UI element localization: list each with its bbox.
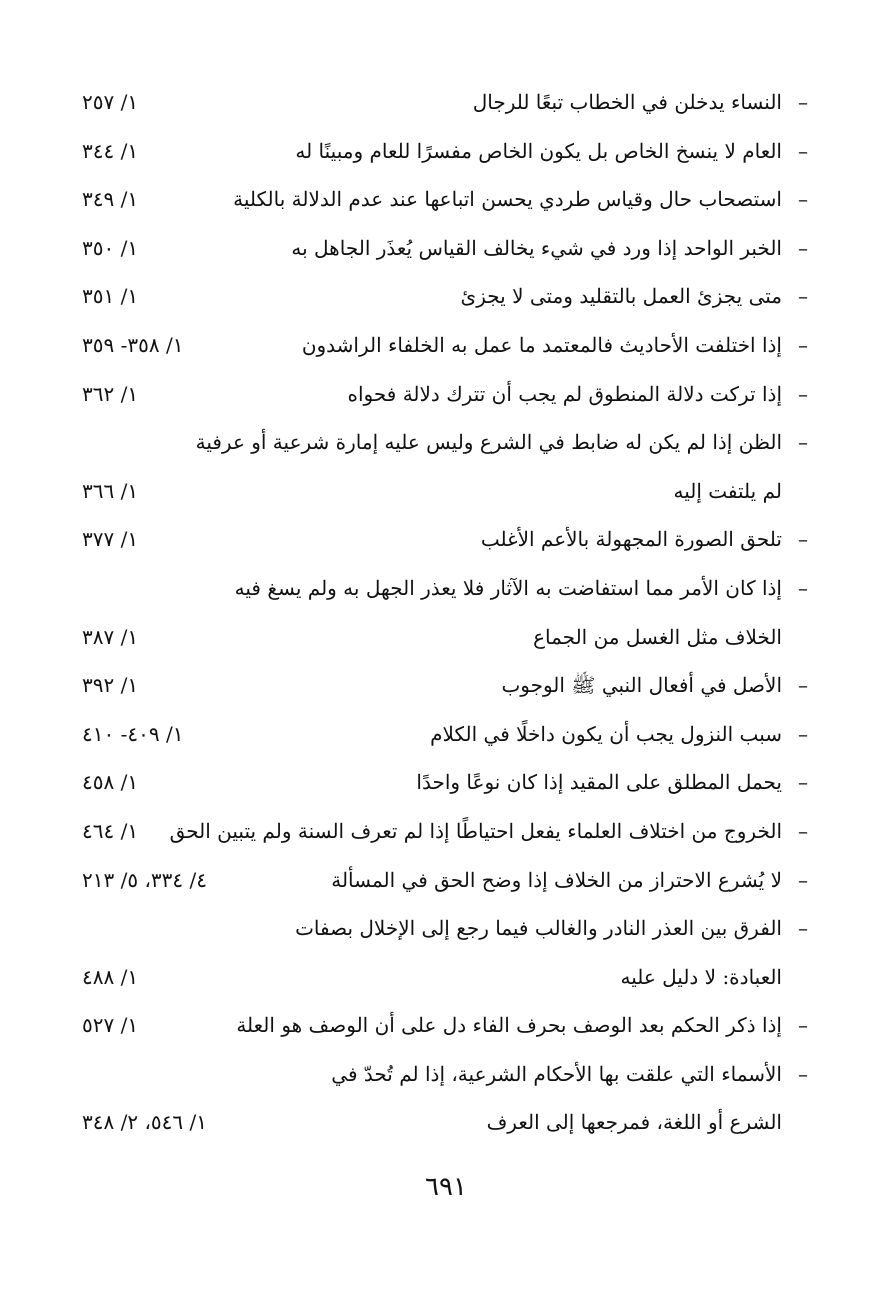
entry-text: إذا تركت دلالة المنطوق لم يجب أن تترك دلالة فحواه <box>347 381 782 406</box>
entry-page-reference: ١/ ٥٤٦، ٢/ ٣٤٨ <box>82 1110 207 1135</box>
entry-bullet-dash: – <box>798 575 808 600</box>
index-entry <box>82 953 808 1002</box>
index-entry <box>82 807 808 856</box>
entry-text: لا يُشرع الاحتراز من الخلاف إذا وضح الحق في المسألة <box>331 867 782 892</box>
index-entry <box>82 78 808 127</box>
entry-bullet-dash: – <box>798 818 808 843</box>
entry-text: العبادة: لا دليل عليه <box>620 964 782 989</box>
entry-page-reference: ١/ ٣٤٩ <box>82 187 139 212</box>
entry-bullet-dash: – <box>798 867 808 892</box>
entry-page-reference: ١/ ٤٦٤ <box>82 818 139 843</box>
index-entry <box>82 467 808 516</box>
index-entry <box>82 321 808 370</box>
index-entry <box>82 418 808 467</box>
entry-text: الفرق بين العذر النادر والغالب فيما رجع إلى الإخلال بصفات <box>295 916 782 941</box>
entry-text: إذا كان الأمر مما استفاضت به الآثار فلا يعذر الجهل به ولم يسغ فيه <box>234 575 782 600</box>
entry-page-reference: ١/ ٤٥٨ <box>82 770 139 795</box>
entry-page-reference: ١/ ٣٤٤ <box>82 138 139 163</box>
index-entry <box>82 1001 808 1050</box>
entry-text: النساء يدخلن في الخطاب تبعًا للرجال <box>472 90 782 114</box>
entry-text: الخلاف مثل الغسل من الجماع <box>533 624 782 649</box>
entry-bullet-dash: – <box>798 187 808 212</box>
index-entry <box>82 904 808 953</box>
entry-bullet-dash: – <box>798 1061 808 1086</box>
entry-text: الشرع أو اللغة، فمرجعها إلى العرف <box>486 1110 782 1135</box>
entry-bullet-dash: – <box>798 284 808 309</box>
entry-bullet-dash: – <box>798 916 808 941</box>
page-number: ٦٩١ <box>425 1172 467 1202</box>
entry-text: الأصل في أفعال النبي ﷺ الوجوب <box>501 673 782 698</box>
entry-page-reference: ١/ ٢٥٧ <box>82 90 139 114</box>
entry-text: تلحق الصورة المجهولة بالأعم الأغلب <box>480 527 782 552</box>
entry-page-reference: ١/ ٣٦٦ <box>82 478 139 503</box>
entry-page-reference: ١/ ٣٨٧ <box>82 624 139 649</box>
entry-bullet-dash: – <box>798 235 808 260</box>
entry-text: الظن إذا لم يكن له ضابط في الشرع وليس عليه إمارة شرعية أو عرفية <box>195 430 782 455</box>
index-entry <box>82 1098 808 1147</box>
entry-page-reference: ٤/ ٣٣٤، ٥/ ٢١٣ <box>82 867 207 892</box>
entry-text: لم يلتفت إليه <box>673 478 782 503</box>
index-entry <box>82 758 808 807</box>
entry-page-reference: ١/ ٣٥٠ <box>82 235 139 260</box>
index-entry <box>82 272 808 321</box>
entry-text: سبب النزول يجب أن يكون داخلًا في الكلام <box>430 721 782 746</box>
index-entry <box>82 515 808 564</box>
index-entry <box>82 224 808 273</box>
entry-text: يحمل المطلق على المقيد إذا كان نوعًا واحدًا <box>416 770 782 795</box>
index-entry <box>82 710 808 759</box>
entry-text: إذا ذكر الحكم بعد الوصف بحرف الفاء دل على أن الوصف هو العلة <box>236 1013 782 1038</box>
index-entry <box>82 127 808 176</box>
index-entry <box>82 564 808 613</box>
entry-bullet-dash: – <box>798 721 808 746</box>
entry-text: متى يجزئ العمل بالتقليد ومتى لا يجزئ <box>460 284 782 309</box>
entry-bullet-dash: – <box>798 430 808 455</box>
entry-bullet-dash: – <box>798 90 808 114</box>
entry-page-reference: ١/ ٣٩٢ <box>82 673 139 698</box>
entry-bullet-dash: – <box>798 381 808 406</box>
index-entry <box>82 370 808 419</box>
index-entry <box>82 175 808 224</box>
entry-page-reference: ١/ ٣٧٧ <box>82 527 139 552</box>
entry-page-reference: ١/ ٤٠٩- ٤١٠ <box>82 721 184 746</box>
entry-text: استصحاب حال وقياس طردي يحسن اتباعها عند عدم الدلالة بالكلية <box>233 187 782 212</box>
index-entry <box>82 1050 808 1099</box>
entry-page-reference: ١/ ٥٢٧ <box>82 1013 139 1038</box>
entry-text: العام لا ينسخ الخاص بل يكون الخاص مفسرًا للعام ومبينًا له <box>295 138 782 163</box>
index-entry <box>82 613 808 662</box>
entry-bullet-dash: – <box>798 770 808 795</box>
entry-page-reference: ١/ ٣٥٨- ٣٥٩ <box>82 332 184 357</box>
entry-text: الأسماء التي علقت بها الأحكام الشرعية، إذا لم تُحدّ في <box>331 1061 782 1086</box>
index-entries <box>82 78 808 1147</box>
entry-text: إذا اختلفت الأحاديث فالمعتمد ما عمل به الخلفاء الراشدون <box>301 332 782 357</box>
entry-bullet-dash: – <box>798 1013 808 1038</box>
index-entry <box>82 661 808 710</box>
entry-page-reference: ١/ ٣٥١ <box>82 284 139 309</box>
entry-bullet-dash: – <box>798 332 808 357</box>
entry-bullet-dash: – <box>798 673 808 698</box>
entry-page-reference: ١/ ٤٨٨ <box>82 964 139 989</box>
entry-text: الخبر الواحد إذا ورد في شيء يخالف القياس يُعذَر الجاهل به <box>291 235 782 260</box>
entry-bullet-dash: – <box>798 138 808 163</box>
entry-bullet-dash: – <box>798 527 808 552</box>
entry-text: الخروج من اختلاف العلماء يفعل احتياطًا إذا لم تعرف السنة ولم يتبين الحق <box>169 818 782 843</box>
entry-page-reference: ١/ ٣٦٢ <box>82 381 139 406</box>
index-entry <box>82 856 808 905</box>
